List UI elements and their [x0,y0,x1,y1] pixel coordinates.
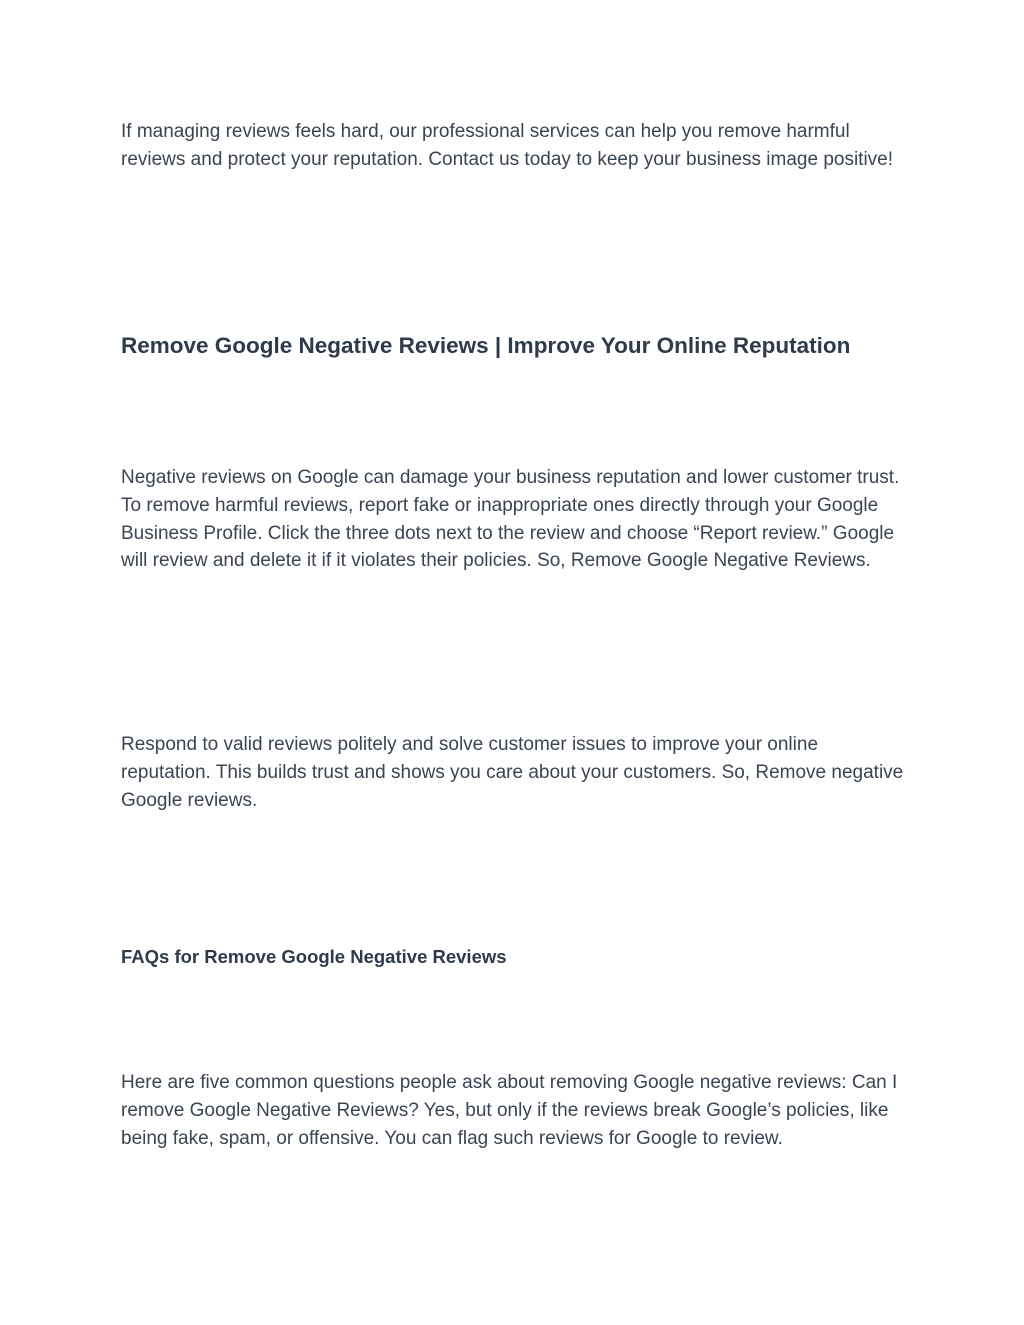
faq-paragraph: Here are five common questions people ask about removing Google negative reviews: Can I remove Google Negative Reviews? Yes, but only if the reviews break Google’s policies, like being fake, spam, or offensive. You can flag such reviews for Google to review. [121,1072,898,1149]
faq-heading: FAQs for Remove Google Negative Reviews [121,946,507,967]
main-heading: Remove Google Negative Reviews | Improve Your Online Reputation [121,333,851,358]
negative-reviews-paragraph: Negative reviews on Google can damage your business reputation and lower customer trust. To remove harmful reviews, report fake or inappropriate ones directly through your Google Business Profile. Click the three dots next to the review and choose “Report review.” Google will review and delete it if it violates their policies. So, Remove Google Negative Reviews. [121,467,900,572]
respond-paragraph: Respond to valid reviews politely and solve customer issues to improve your online reputation. This builds trust and shows you care about your customers. So, Remove negative Google reviews. [121,734,904,811]
intro-paragraph: If managing reviews feels hard, our professional services can help you remove harmful reviews and protect your reputation. Contact us today to keep your business image positive! [121,121,894,170]
